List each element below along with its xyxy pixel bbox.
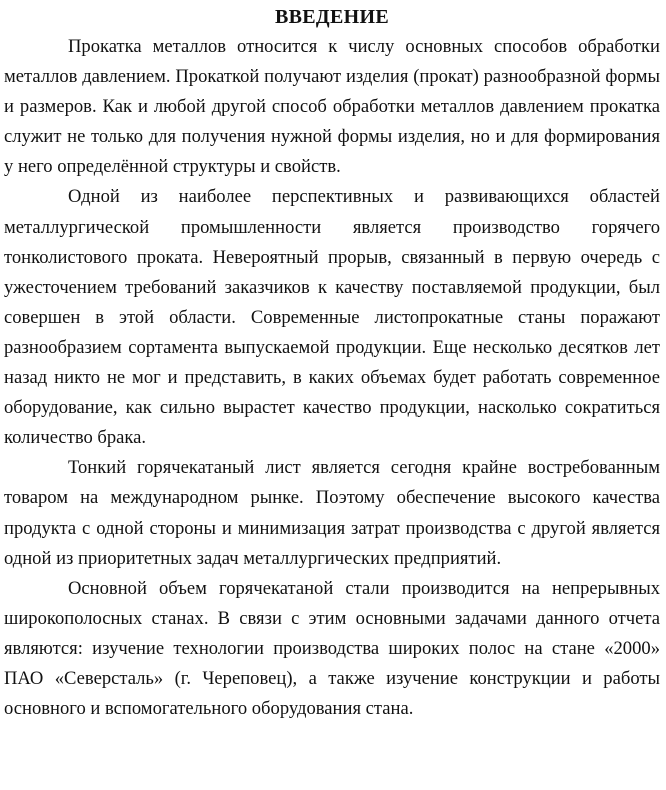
paragraph-rolling-definition: Прокатка металлов относится к числу основных способов обработки металлов давлением. Прокаткой получают изделия (прокат) разнообразной формы и размеров. Как и любой другой способ обработки металлов давлением прокатка служит не только для получения нужной формы изделия, но и для формирования у него определённой структуры и свойств. [4, 36, 660, 178]
paragraph-report-tasks: Основной объем горячекатаной стали производится на непрерывных широкополосных станах. В связи с этим основными задачами данного отчета являются: изучение технологии производства широких полос на стане «2000» ПАО «Северсталь» (г. Череповец), а также изучение конструкции и работы основного и вспомогательного оборудования стана. [4, 577, 660, 720]
document-page [4, 0, 660, 790]
paragraph-hot-rolled-sheet: Тонкий горячекатаный лист является сегодня крайне востребованным товаром на международном рынке. Поэтому обеспечение высокого качества продукта с одной стороны и минимизация затрат производства с другой является одной из приоритетных задач металлургических предприятий. [4, 457, 660, 569]
paragraph-hot-rolling-industry: Одной из наиболее перспективных и развивающихся областей металлургической промышленности является производство горячего тонколистового проката. Невероятный прорыв, связанный в первую очередь с ужесточением требований заказчиков к качеству поставляемой продукции, был совершен в этой области. Современные листопрокатные станы поражают разнообразием сортамента выпускаемой продукции. Еще несколько десятков лет назад никто не мог и представить, в каких объемах будет работать современное оборудование, как сильно вырастет качество продукции, насколько сократиться количество брака. [4, 186, 660, 449]
page-title: ВВЕДЕНИЕ [275, 6, 389, 28]
